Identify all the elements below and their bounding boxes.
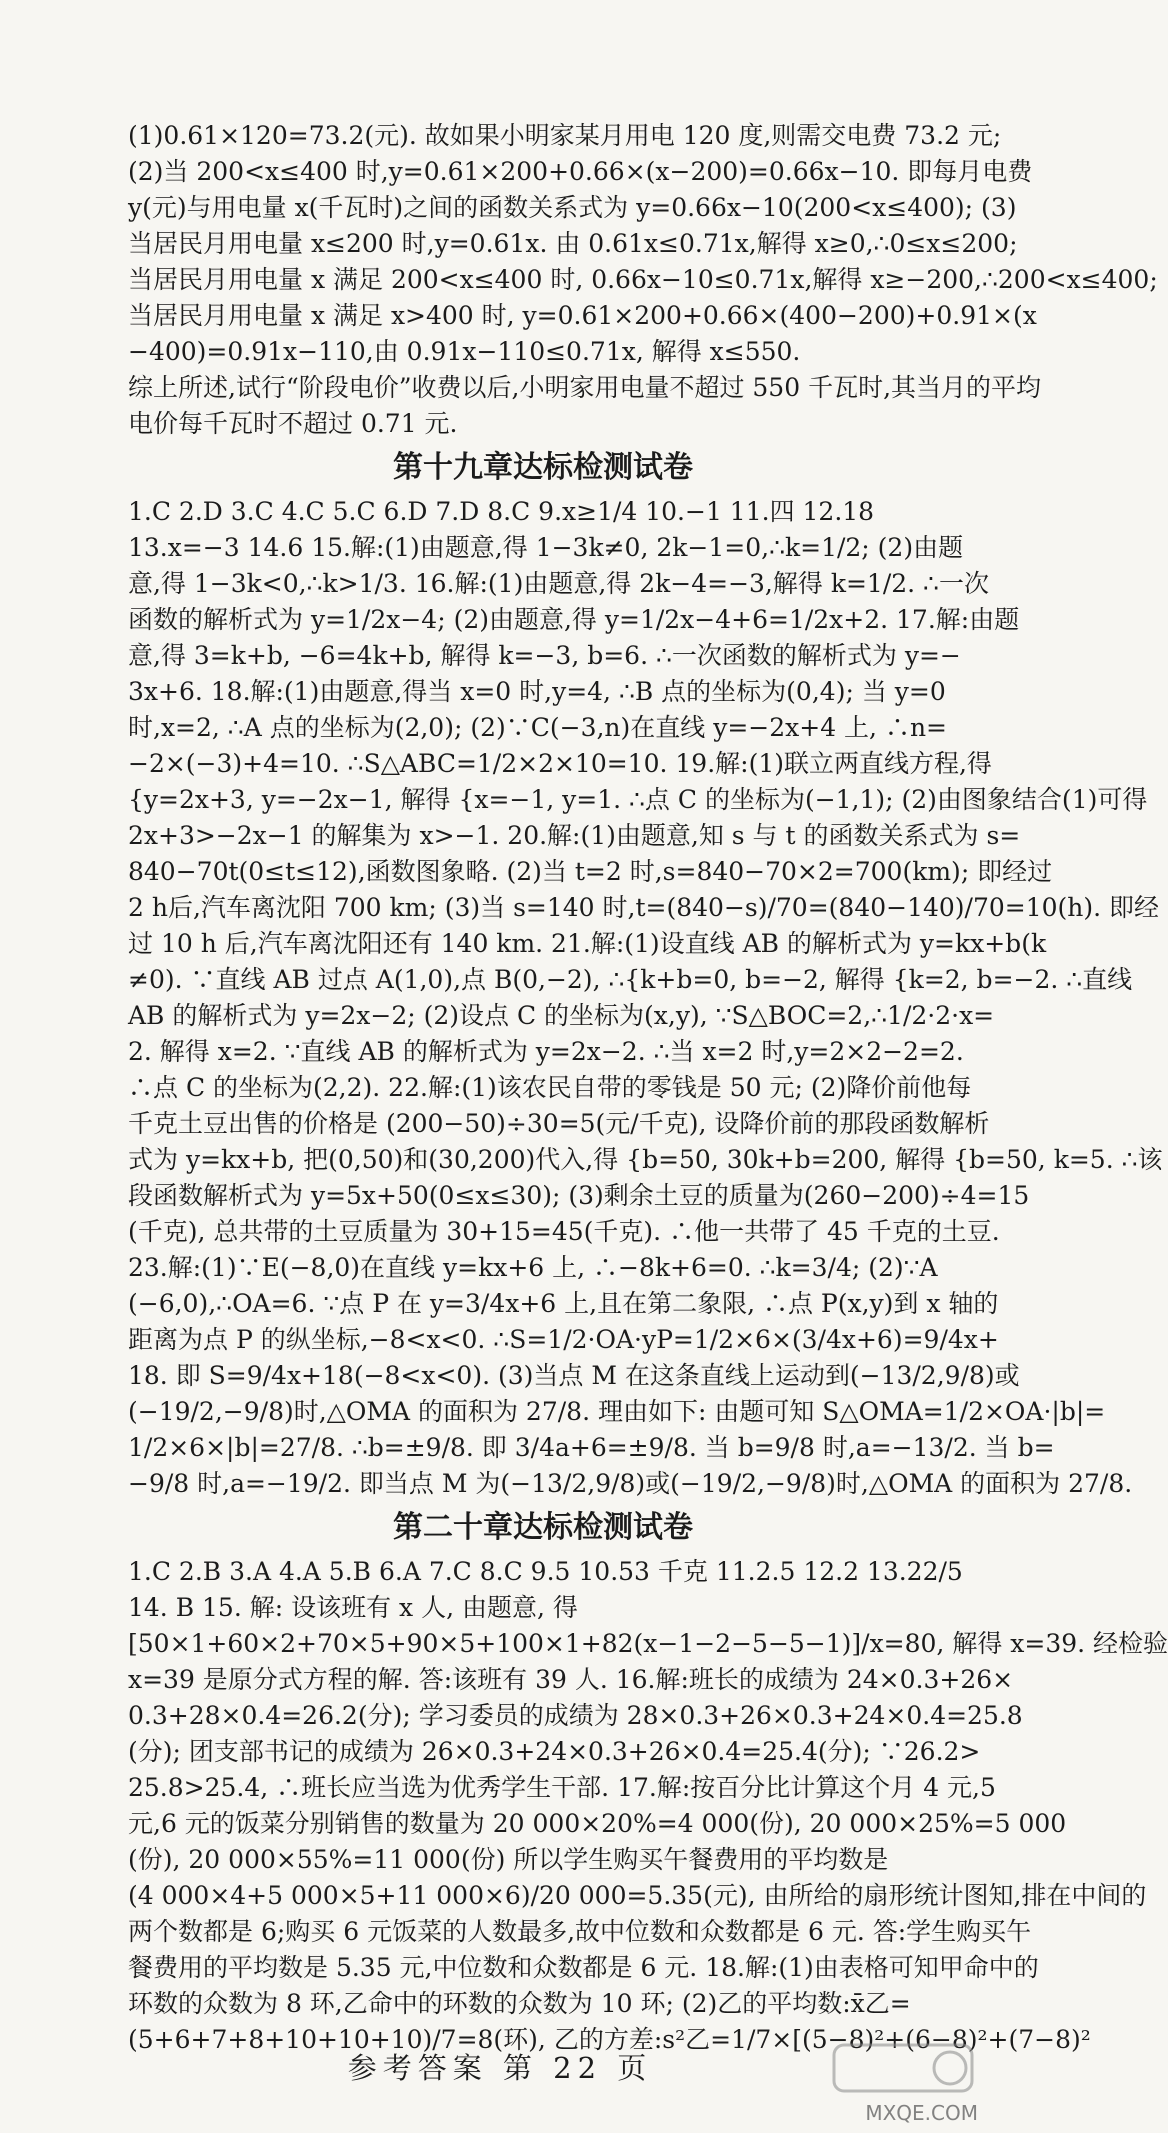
text-line: 时,x=2, ∴A 点的坐标为(2,0); (2)∵C(−3,n)在直线 y=−2x+4 上, ∴n= — [128, 713, 947, 742]
text-line: 18. 即 S=9/4x+18(−8<x<0). (3)当点 M 在这条直线上运动到(−13/2,9/8)或 — [128, 1361, 1020, 1390]
text-line: (2)当 200<x≤400 时,y=0.61×200+0.66×(x−200)=0.66x−10. 即每月电费 — [128, 157, 1033, 186]
text-line: 25.8>25.4, ∴班长应当选为优秀学生干部. 17.解:按百分比计算这个月 4 元,5 — [128, 1773, 996, 1802]
text-line: 1.C 2.B 3.A 4.A 5.B 6.A 7.C 8.C 9.5 10.53 千克 11.2.5 12.2 13.22/5 — [128, 1557, 963, 1586]
page-footer: 参考答案 第 22 页 — [347, 2051, 653, 2085]
text-line: 函数的解析式为 y=1/2x−4; (2)由题意,得 y=1/2x−4+6=1/2x+2. 17.解:由题 — [128, 605, 1020, 634]
section-chapter-20 — [128, 1502, 1168, 2058]
text-line: 元,6 元的饭菜分别销售的数量为 20 000×20%=4 000(份), 20 000×25%=5 000 — [128, 1809, 1067, 1838]
text-line: ∴点 C 的坐标为(2,2). 22.解:(1)该农民自带的零钱是 50 元; (2)降价前他每 — [128, 1073, 972, 1102]
text-line: −400)=0.91x−110,由 0.91x−110≤0.71x, 解得 x≤550. — [128, 337, 801, 366]
text-line: 两个数都是 6;购买 6 元饭菜的人数最多,故中位数和众数都是 6 元. 答:学生购买午 — [128, 1917, 1032, 1946]
text-line: 过 10 h 后,汽车离沈阳还有 140 km. 21.解:(1)设直线 AB 的解析式为 y=kx+b(k — [128, 929, 1047, 958]
text-line: 意,得 1−3k<0,∴k>1/3. 16.解:(1)由题意,得 2k−4=−3,解得 k=1/2. ∴一次 — [128, 569, 989, 598]
text-line: 2 h后,汽车离沈阳 700 km; (3)当 s=140 时,t=(840−s)/70=(840−140)/70=10(h). 即经 — [128, 893, 1160, 922]
text-line: x=39 是原分式方程的解. 答:该班有 39 人. 16.解:班长的成绩为 24×0.3+26× — [128, 1665, 1014, 1694]
text-line: ≠0). ∵直线 AB 过点 A(1,0),点 B(0,−2), ∴{k+b=0, b=−2, 解得 {k=2, b=−2. ∴直线 — [128, 965, 1133, 994]
text-line: 2x+3>−2x−1 的解集为 x>−1. 20.解:(1)由题意,知 s 与 t 的函数关系式为 s= — [128, 821, 1021, 850]
text-line: 840−70t(0≤t≤12),函数图象略. (2)当 t=2 时,s=840−70×2=700(km); 即经过 — [128, 857, 1053, 886]
text-line: 距离为点 P 的纵坐标,−8<x<0. ∴S=1/2·OA·yP=1/2×6×(3/4x+6)=9/4x+ — [128, 1325, 999, 1354]
text-line: 0.3+28×0.4=26.2(分); 学习委员的成绩为 28×0.3+26×0.3+24×0.4=25.8 — [128, 1701, 1023, 1730]
text-line: 23.解:(1)∵E(−8,0)在直线 y=kx+6 上, ∴−8k+6=0. ∴k=3/4; (2)∵A — [128, 1253, 938, 1282]
text-line: 式为 y=kx+b, 把(0,50)和(30,200)代入,得 {b=50, 30k+b=200, 解得 {b=50, k=5. ∴该 — [128, 1145, 1163, 1174]
text-line: 意,得 3=k+b, −6=4k+b, 解得 k=−3, b=6. ∴一次函数的解析式为 y=− — [128, 641, 961, 670]
text-line: y(元)与用电量 x(千瓦时)之间的函数关系式为 y=0.66x−10(200<x≤400); (3) — [128, 193, 1017, 222]
text-line: 餐费用的平均数是 5.35 元,中位数和众数都是 6 元. 18.解:(1)由表格可知甲命中的 — [128, 1953, 1039, 1982]
text-line: 千克土豆出售的价格是 (200−50)÷30=5(元/千克), 设降价前的那段函数解析 — [128, 1109, 990, 1138]
text-line: (−19/2,−9/8)时,△OMA 的面积为 27/8. 理由如下: 由题可知 S△OMA=1/2×OA·|b|= — [128, 1397, 1106, 1426]
text-line: 环数的众数为 8 环,乙命中的环数的众数为 10 环; (2)乙的平均数:x̄乙= — [128, 1989, 911, 2018]
text-line: [50×1+60×2+70×5+90×5+100×1+82(x−1−2−5−5−1)]/x=80, 解得 x=39. 经检验 — [128, 1629, 1168, 1658]
text-line: 1.C 2.D 3.C 4.C 5.C 6.D 7.D 8.C 9.x≥1/4 10.−1 11.四 12.18 — [128, 497, 875, 526]
text-line: 1/2×6×|b|=27/8. ∴b=±9/8. 即 3/4a+6=±9/8. 当 b=9/8 时,a=−13/2. 当 b= — [128, 1433, 1055, 1462]
text-line: 13.x=−3 14.6 15.解:(1)由题意,得 1−3k≠0, 2k−1=0,∴k=1/2; (2)由题 — [128, 533, 964, 562]
text-line: 当居民月用电量 x 满足 x>400 时, y=0.61×200+0.66×(400−200)+0.91×(x — [128, 301, 1037, 330]
text-line: (分); 团支部书记的成绩为 26×0.3+24×0.3+26×0.4=25.4(分); ∵26.2> — [128, 1737, 981, 1766]
text-line: (5+6+7+8+10+10+10)/7=8(环), 乙的方差:s²乙=1/7×[(5−8)²+(6−8)²+(7−8)² — [128, 2025, 1091, 2054]
text-line: (千克), 总共带的土豆质量为 30+15=45(千克). ∴他一共带了 45 千克的土豆. — [128, 1217, 1000, 1246]
text-line: AB 的解析式为 y=2x−2; (2)设点 C 的坐标为(x,y), ∵S△BOC=2,∴1/2·2·x= — [128, 1001, 995, 1030]
text-line: 2. 解得 x=2. ∵直线 AB 的解析式为 y=2x−2. ∴当 x=2 时,y=2×2−2=2. — [128, 1037, 964, 1066]
text-line: (1)0.61×120=73.2(元). 故如果小明家某月用电 120 度,则需交电费 73.2 元; — [128, 121, 1002, 150]
text-line: 段函数解析式为 y=5x+50(0≤x≤30); (3)剩余土豆的质量为(260−200)÷4=15 — [128, 1181, 1030, 1210]
section-continued — [128, 118, 1158, 442]
text-line: {y=2x+3, y=−2x−1, 解得 {x=−1, y=1. ∴点 C 的坐标为(−1,1); (2)由图象结合(1)可得 — [128, 785, 1148, 814]
text-line: −9/8 时,a=−19/2. 即当点 M 为(−13/2,9/8)或(−19/2,−9/8)时,△OMA 的面积为 27/8. — [128, 1469, 1133, 1498]
watermark-text: MXQE.COM — [865, 2101, 978, 2125]
text-line: 综上所述,试行“阶段电价”收费以后,小明家用电量不超过 550 千瓦时,其当月的平均 — [128, 373, 1042, 402]
text-line: 电价每千瓦时不超过 0.71 元. — [128, 409, 458, 438]
text-line: 3x+6. 18.解:(1)由题意,得当 x=0 时,y=4, ∴B 点的坐标为(0,4); 当 y=0 — [128, 677, 946, 706]
answer-content — [128, 118, 1168, 2058]
text-line: −2×(−3)+4=10. ∴S△ABC=1/2×2×10=10. 19.解:(1)联立两直线方程,得 — [128, 749, 992, 778]
text-line: 当居民月用电量 x 满足 200<x≤400 时, 0.66x−10≤0.71x,解得 x≥−200,∴200<x≤400; — [128, 265, 1158, 294]
text-line: 当居民月用电量 x≤200 时,y=0.61x. 由 0.61x≤0.71x,解得 x≥0,∴0≤x≤200; — [128, 229, 1018, 258]
text-line: (4 000×4+5 000×5+11 000×6)/20 000=5.35(元), 由所给的扇形统计图知,排在中间的 — [128, 1881, 1147, 1910]
section-heading: 第十九章达标检测试卷 — [393, 450, 693, 485]
section-chapter-19 — [128, 442, 1163, 1502]
text-line: 14. B 15. 解: 设该班有 x 人, 由题意, 得 — [128, 1593, 578, 1622]
text-line: (份), 20 000×55%=11 000(份) 所以学生购买午餐费用的平均数是 — [128, 1845, 889, 1874]
section-heading: 第二十章达标检测试卷 — [393, 1510, 693, 1545]
text-line: (−6,0),∴OA=6. ∵点 P 在 y=3/4x+6 上,且在第二象限, ∴点 P(x,y)到 x 轴的 — [128, 1289, 999, 1318]
